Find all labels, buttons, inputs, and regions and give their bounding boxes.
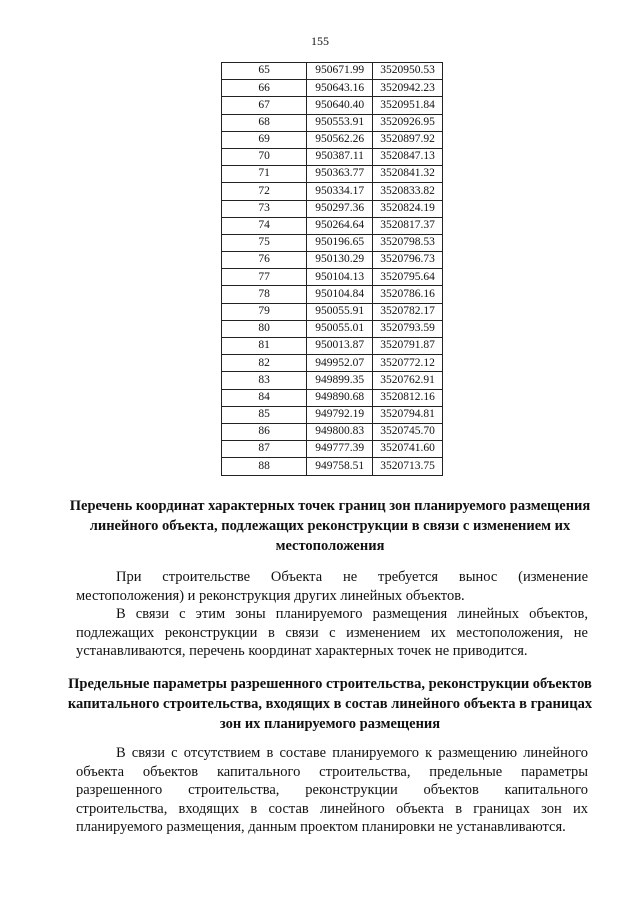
table-row [222, 423, 443, 440]
paragraph-no-relocation: При строительстве Объекта не требуется вынос (изменение местоположения) и реконструкция других линейных объектов. [76, 569, 588, 604]
point-number-cell: 84 [222, 389, 307, 406]
paragraph-zones-not-established: В связи с этим зоны планируемого размещения линейных объектов, подлежащих реконструкции в связи с изменением их местоположения, не устанавливаются, перечень координат характерных точек не приводится. [76, 606, 588, 659]
y-coordinate-cell: 3520795.64 [373, 269, 443, 286]
table-row [222, 441, 443, 458]
table-row [222, 80, 443, 97]
x-coordinate-cell: 950387.11 [307, 148, 373, 165]
x-coordinate-cell: 950196.65 [307, 234, 373, 251]
coordinates-table [221, 62, 443, 476]
point-number-cell: 66 [222, 80, 307, 97]
point-number-cell: 88 [222, 458, 307, 475]
y-coordinate-cell: 3520793.59 [373, 320, 443, 337]
y-coordinate-cell: 3520772.12 [373, 355, 443, 372]
table-row [222, 320, 443, 337]
x-coordinate-cell: 950055.01 [307, 320, 373, 337]
x-coordinate-cell: 950562.26 [307, 131, 373, 148]
x-coordinate-cell: 950130.29 [307, 252, 373, 269]
y-coordinate-cell: 3520713.75 [373, 458, 443, 475]
y-coordinate-cell: 3520824.19 [373, 200, 443, 217]
y-coordinate-cell: 3520926.95 [373, 114, 443, 131]
point-number-cell: 78 [222, 286, 307, 303]
x-coordinate-cell: 950334.17 [307, 183, 373, 200]
table-row [222, 200, 443, 217]
x-coordinate-cell: 950553.91 [307, 114, 373, 131]
y-coordinate-cell: 3520847.13 [373, 148, 443, 165]
point-number-cell: 69 [222, 131, 307, 148]
y-coordinate-cell: 3520745.70 [373, 423, 443, 440]
point-number-cell: 79 [222, 303, 307, 320]
point-number-cell: 74 [222, 217, 307, 234]
x-coordinate-cell: 950640.40 [307, 97, 373, 114]
point-number-cell: 76 [222, 252, 307, 269]
y-coordinate-cell: 3520741.60 [373, 441, 443, 458]
point-number-cell: 83 [222, 372, 307, 389]
point-number-cell: 80 [222, 320, 307, 337]
point-number-cell: 70 [222, 148, 307, 165]
point-number-cell: 87 [222, 441, 307, 458]
table-row [222, 183, 443, 200]
y-coordinate-cell: 3520791.87 [373, 338, 443, 355]
x-coordinate-cell: 950671.99 [307, 63, 373, 80]
y-coordinate-cell: 3520798.53 [373, 234, 443, 251]
paragraph-limit-parameters: В связи с отсутствием в составе планируемого к размещению линейного объекта объектов капитального строительства, предельные параметры разрешенного строительства, реконструкции объектов капитального строительства, входящих в состав линейного объекта в границах зон их планируемого размещения, данным проектом планировки не устанавливаются. [76, 745, 588, 835]
point-number-cell: 67 [222, 97, 307, 114]
point-number-cell: 85 [222, 406, 307, 423]
point-number-cell: 86 [222, 423, 307, 440]
y-coordinate-cell: 3520786.16 [373, 286, 443, 303]
x-coordinate-cell: 950013.87 [307, 338, 373, 355]
x-coordinate-cell: 949899.35 [307, 372, 373, 389]
table-row [222, 389, 443, 406]
y-coordinate-cell: 3520812.16 [373, 389, 443, 406]
table-row [222, 372, 443, 389]
point-number-cell: 77 [222, 269, 307, 286]
table-row [222, 252, 443, 269]
x-coordinate-cell: 950104.84 [307, 286, 373, 303]
y-coordinate-cell: 3520782.17 [373, 303, 443, 320]
table-row [222, 303, 443, 320]
coordinates-table-body [222, 63, 443, 476]
x-coordinate-cell: 950104.13 [307, 269, 373, 286]
table-row [222, 286, 443, 303]
point-number-cell: 72 [222, 183, 307, 200]
y-coordinate-cell: 3520833.82 [373, 183, 443, 200]
point-number-cell: 71 [222, 166, 307, 183]
table-row [222, 458, 443, 475]
y-coordinate-cell: 3520951.84 [373, 97, 443, 114]
y-coordinate-cell: 3520796.73 [373, 252, 443, 269]
table-row [222, 217, 443, 234]
table-row [222, 114, 443, 131]
x-coordinate-cell: 949890.68 [307, 389, 373, 406]
table-row [222, 166, 443, 183]
table-row [222, 269, 443, 286]
table-row [222, 148, 443, 165]
y-coordinate-cell: 3520841.32 [373, 166, 443, 183]
point-number-cell: 75 [222, 234, 307, 251]
y-coordinate-cell: 3520897.92 [373, 131, 443, 148]
x-coordinate-cell: 949758.51 [307, 458, 373, 475]
x-coordinate-cell: 949952.07 [307, 355, 373, 372]
page-number: 155 [311, 34, 329, 48]
x-coordinate-cell: 950363.77 [307, 166, 373, 183]
y-coordinate-cell: 3520817.37 [373, 217, 443, 234]
point-number-cell: 65 [222, 63, 307, 80]
x-coordinate-cell: 949777.39 [307, 441, 373, 458]
section-heading-coordinates: Перечень координат характерных точек границ зон планируемого размещения линейного объекта, подлежащих реконструкции в связи с изменением их местоположения [69, 498, 591, 554]
table-row [222, 131, 443, 148]
table-row [222, 97, 443, 114]
y-coordinate-cell: 3520794.81 [373, 406, 443, 423]
x-coordinate-cell: 949800.83 [307, 423, 373, 440]
table-row [222, 234, 443, 251]
table-row [222, 63, 443, 80]
x-coordinate-cell: 950264.64 [307, 217, 373, 234]
point-number-cell: 82 [222, 355, 307, 372]
y-coordinate-cell: 3520762.91 [373, 372, 443, 389]
x-coordinate-cell: 950055.91 [307, 303, 373, 320]
x-coordinate-cell: 949792.19 [307, 406, 373, 423]
table-row [222, 406, 443, 423]
table-row [222, 355, 443, 372]
section-heading-limit-parameters: Предельные параметры разрешенного строительства, реконструкции объектов капитального строительства, входящих в состав линейного объекта в границах зон их планируемого размещения [67, 676, 593, 732]
point-number-cell: 68 [222, 114, 307, 131]
point-number-cell: 73 [222, 200, 307, 217]
x-coordinate-cell: 950297.36 [307, 200, 373, 217]
y-coordinate-cell: 3520942.23 [373, 80, 443, 97]
y-coordinate-cell: 3520950.53 [373, 63, 443, 80]
point-number-cell: 81 [222, 338, 307, 355]
table-row [222, 338, 443, 355]
x-coordinate-cell: 950643.16 [307, 80, 373, 97]
